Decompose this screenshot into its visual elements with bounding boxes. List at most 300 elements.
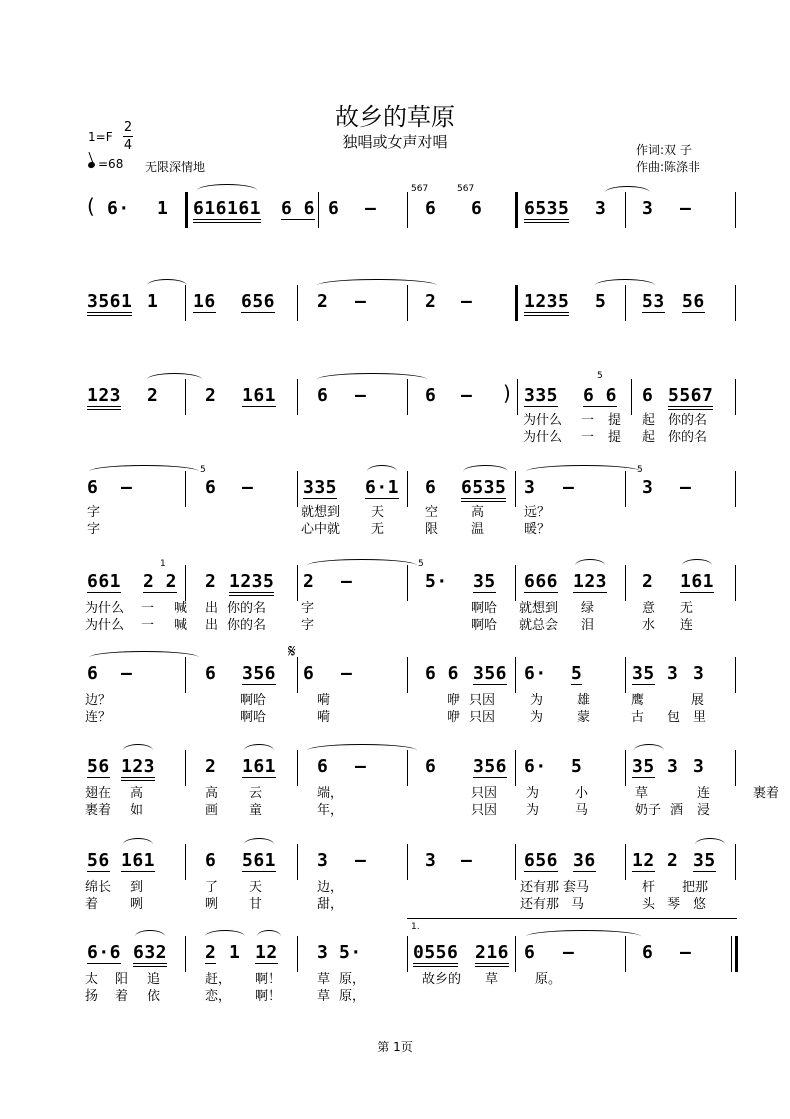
quarter-note-icon: [87, 161, 96, 169]
note: 6: [87, 663, 99, 684]
volta-bracket: [407, 918, 737, 919]
barline: [407, 192, 408, 228]
note: 356: [473, 756, 508, 777]
tie: [317, 373, 427, 386]
note: 616161: [193, 198, 261, 223]
time-bottom: 4: [123, 138, 133, 153]
lyric: 头: [642, 897, 656, 912]
barline: [318, 192, 319, 228]
lyric: 绿: [581, 601, 595, 616]
note: 12: [632, 850, 655, 871]
note: 6 6: [281, 198, 316, 219]
lyric: 啊哈: [471, 601, 498, 616]
barline: [297, 379, 298, 415]
note: 1: [147, 291, 159, 312]
note: 6: [642, 942, 654, 963]
lyric: 嗬: [317, 693, 331, 708]
tie: [526, 465, 641, 478]
lyric: 浸: [697, 803, 711, 818]
lyric: 如: [130, 803, 144, 818]
lyric: 高: [471, 505, 485, 520]
grace-note: 1: [160, 559, 166, 569]
repeat-barline: [735, 936, 738, 972]
lyric: 就想到: [519, 601, 559, 616]
lyric: 画: [205, 803, 219, 818]
lyric: 蒙: [577, 710, 591, 725]
note: 3: [667, 756, 679, 777]
note: 6: [524, 942, 536, 963]
barline: [297, 844, 298, 880]
lyric: 暖？: [524, 522, 551, 537]
note: 35: [473, 571, 496, 592]
note: —: [680, 198, 692, 219]
lyric: 里: [693, 710, 707, 725]
grace-notes: 567: [457, 184, 475, 194]
lyric: 为什么: [85, 618, 125, 633]
barline: [185, 844, 186, 880]
note: 1235: [229, 571, 274, 596]
lyric: 马: [571, 897, 585, 912]
time-bar: [123, 136, 133, 137]
lyric: 只因: [469, 693, 496, 708]
note: 53: [642, 291, 665, 312]
lyric: 套马: [563, 880, 590, 895]
note: 0556: [413, 942, 458, 967]
lyric: 草: [635, 786, 649, 801]
lyric: 字: [87, 505, 101, 520]
note: 2 2: [143, 571, 178, 592]
lyric: 起: [642, 430, 656, 445]
note: 335: [524, 385, 559, 406]
lyric: 只因: [471, 786, 498, 801]
barline: [515, 750, 516, 786]
lyric: 为什么: [85, 601, 125, 616]
lyric: 一: [141, 618, 155, 633]
lyric: 啊！: [255, 989, 282, 1004]
lyric: 为什么: [523, 413, 563, 428]
lyric: 出: [205, 618, 219, 633]
note: 6: [205, 477, 217, 498]
lyric: 甜，: [317, 897, 344, 912]
note: 3: [693, 663, 705, 684]
lyric: 你的名: [668, 413, 708, 428]
lyric: 天: [371, 505, 385, 520]
barline: [185, 657, 186, 693]
lyric: 阳: [115, 972, 129, 987]
barline: [185, 192, 188, 228]
lyric: 连: [697, 786, 711, 801]
note: 5567: [668, 385, 713, 410]
note: 632: [133, 942, 167, 967]
lyric: 为: [530, 710, 544, 725]
lyric: 提: [608, 430, 622, 445]
note: 1: [229, 942, 241, 963]
barline: [185, 471, 186, 507]
note: 36: [573, 850, 596, 871]
tempo-value: =68: [98, 157, 124, 171]
note: —: [461, 850, 473, 871]
lyric: 年，: [317, 803, 344, 818]
barline: [515, 844, 516, 880]
note: 161: [242, 756, 277, 777]
barline: [515, 471, 516, 507]
lyric: 你的名: [227, 601, 267, 616]
note: 3: [642, 198, 654, 219]
note: 56: [87, 850, 110, 871]
note: 2: [147, 385, 159, 406]
barline: [735, 192, 736, 228]
lyric: 你的名: [227, 618, 267, 633]
note: 5: [571, 663, 583, 684]
note: —: [355, 756, 367, 777]
time-signature: [123, 120, 133, 153]
lyric: 雄: [577, 693, 591, 708]
note: 161: [121, 850, 156, 871]
barline: [515, 657, 516, 693]
note: —: [341, 663, 353, 684]
note: 6: [317, 385, 329, 406]
lyric: 为: [530, 693, 544, 708]
lyric: 你的名: [668, 430, 708, 445]
lyric: 为什么: [523, 430, 563, 445]
note: 3561: [87, 291, 132, 316]
note: 6: [303, 663, 315, 684]
note: 1235: [524, 291, 569, 316]
barline: [407, 657, 408, 693]
lyric: 到: [130, 880, 144, 895]
lyric: 古: [631, 710, 645, 725]
note: 161: [680, 571, 715, 592]
note: 123: [121, 756, 155, 781]
note: 3: [667, 663, 679, 684]
tie: [89, 651, 199, 664]
page-number: 第 1页: [377, 1040, 413, 1054]
note: 356: [473, 663, 508, 684]
lyric: 泪: [581, 618, 595, 633]
lyric: 小: [575, 786, 589, 801]
barline: [407, 844, 408, 880]
note: 161: [242, 385, 277, 406]
barline: [185, 565, 186, 601]
note: 6: [425, 198, 437, 219]
note: 6: [328, 198, 340, 219]
barline: [625, 657, 626, 693]
note: —: [680, 477, 692, 498]
note: —: [365, 198, 377, 219]
note: 12: [255, 942, 278, 963]
lyric: 着: [115, 989, 129, 1004]
barline: [297, 750, 298, 786]
lyric: 甘: [249, 897, 263, 912]
barline: [407, 379, 408, 415]
note: 2: [642, 571, 654, 592]
lyric: 赶，: [205, 972, 232, 987]
note: 16: [193, 291, 216, 312]
note: 2: [205, 942, 217, 963]
barline: [731, 936, 732, 972]
tie: [89, 465, 199, 478]
barline: [625, 844, 626, 880]
note: 6: [471, 198, 483, 219]
note: 6: [317, 756, 329, 777]
barline: [407, 565, 408, 601]
note: 6 6: [425, 663, 460, 684]
lyric: 意: [642, 601, 656, 616]
note: 6·1: [365, 477, 400, 498]
open-paren: (: [87, 194, 95, 218]
note: 356: [242, 663, 277, 684]
barline: [735, 285, 736, 321]
lyric: 翅在: [85, 786, 112, 801]
note: 2: [205, 571, 217, 592]
note: 35: [693, 850, 716, 871]
lyric: 一: [141, 601, 155, 616]
barline: [297, 565, 298, 601]
note: 666: [524, 571, 559, 592]
lyric: 端，: [317, 786, 344, 801]
volta-number: 1.: [411, 922, 420, 932]
barline: [735, 657, 736, 693]
note: 6·: [524, 756, 547, 777]
note: —: [355, 291, 367, 312]
note: 6: [642, 385, 654, 406]
lyric: 包: [667, 710, 681, 725]
lyric: 咧: [130, 897, 144, 912]
tie: [526, 930, 641, 943]
note: 5·: [425, 571, 448, 592]
lyric: 喊: [174, 601, 188, 616]
note: 35: [632, 663, 655, 684]
note: 123: [87, 385, 121, 410]
lyric: 只因: [471, 803, 498, 818]
note: 6: [87, 477, 99, 498]
barline: [625, 750, 626, 786]
note: 3: [524, 477, 536, 498]
note: —: [461, 385, 473, 406]
barline: [735, 379, 736, 415]
lyric: 啊哈: [240, 710, 267, 725]
note: —: [355, 385, 367, 406]
lyric: 咧: [205, 897, 219, 912]
barline: [625, 936, 626, 972]
lyric: 远？: [524, 505, 551, 520]
lyric: 心中就: [301, 522, 341, 537]
lyric: 高: [205, 786, 219, 801]
lyric: 琴: [667, 897, 681, 912]
note: 6: [425, 477, 437, 498]
lyric: 啊！: [255, 972, 282, 987]
grace-notes: 567: [411, 184, 429, 194]
note: 1: [157, 198, 169, 219]
tie: [307, 559, 417, 572]
song-subtitle: 独唱或女声对唱: [342, 133, 448, 151]
barline: [625, 565, 626, 601]
barline: [631, 379, 632, 415]
grace-note: 5: [200, 465, 206, 475]
lyric: 咿: [447, 710, 461, 725]
lyric: 起: [642, 413, 656, 428]
lyric: 水: [642, 618, 656, 633]
lyric: 草: [317, 972, 331, 987]
note: 335: [303, 477, 338, 498]
note: 5: [571, 756, 583, 777]
lyric: 字: [87, 522, 101, 537]
lyric: 裹着: [85, 803, 112, 818]
lyric: 酒: [670, 803, 684, 818]
lyric: 还有那: [520, 880, 560, 895]
lyric: 马: [575, 803, 589, 818]
note: 6535: [461, 477, 506, 502]
expression-marking: 无限深情地: [145, 160, 206, 174]
lyric: 出: [205, 601, 219, 616]
lyric: 原，: [339, 972, 366, 987]
grace-note: 5: [637, 465, 643, 475]
lyric: 了: [205, 880, 219, 895]
barline: [185, 936, 186, 972]
lyric: 杆: [642, 880, 656, 895]
note: 656: [524, 850, 559, 871]
lyric: 太: [85, 972, 99, 987]
note: 3: [317, 942, 329, 963]
note: 2: [303, 571, 315, 592]
note: 3: [693, 756, 705, 777]
note: —: [563, 942, 575, 963]
lyric: 天: [249, 880, 263, 895]
composer-credit: 作曲:陈涤非: [636, 160, 701, 174]
note: —: [242, 477, 254, 498]
lyric: 云: [249, 786, 263, 801]
barline: [407, 285, 408, 321]
lyric: 着: [85, 897, 99, 912]
barline: [735, 750, 736, 786]
note: 5·: [339, 942, 362, 963]
lyric: 提: [608, 413, 622, 428]
note: 2: [317, 291, 329, 312]
lyricist-credit: 作词:双 子: [636, 143, 692, 157]
barline: [625, 285, 626, 321]
barline: [515, 285, 518, 321]
note: 6·6: [87, 942, 122, 963]
barline: [515, 936, 516, 972]
barline: [407, 936, 408, 972]
lyric: 就总会: [519, 618, 559, 633]
lyric: 一: [581, 413, 595, 428]
barline: [735, 844, 736, 880]
segno-icon: 𝄋: [288, 641, 296, 662]
barline: [517, 379, 518, 415]
lyric: 空: [425, 505, 439, 520]
note: 3: [317, 850, 329, 871]
time-top: 2: [123, 120, 133, 135]
lyric: 恋，: [205, 989, 232, 1004]
lyric: 原。: [535, 972, 562, 987]
lyric: 连？: [85, 710, 112, 725]
lyric: 无: [680, 601, 694, 616]
note: 3: [595, 198, 607, 219]
note: 6: [425, 385, 437, 406]
barline: [297, 471, 298, 507]
lyric: 为: [526, 803, 540, 818]
note: 561: [242, 850, 277, 871]
note: 2: [205, 385, 217, 406]
barline: [515, 192, 518, 228]
lyric: 边，: [317, 880, 344, 895]
lyric: 原，: [339, 989, 366, 1004]
barline: [185, 750, 186, 786]
close-paren: ): [503, 381, 511, 405]
lyric: 依: [147, 989, 161, 1004]
note: 2: [425, 291, 437, 312]
note: —: [341, 571, 353, 592]
lyric: 为: [526, 786, 540, 801]
lyric: 啊哈: [471, 618, 498, 633]
note: —: [563, 477, 575, 498]
lyric: 奶子: [635, 803, 662, 818]
lyric: 追: [147, 972, 161, 987]
lyric: 啊哈: [240, 693, 267, 708]
barline: [185, 285, 186, 321]
lyric: 草: [485, 972, 499, 987]
note: 6·: [524, 663, 547, 684]
lyric: 字: [301, 601, 315, 616]
slur: [197, 184, 257, 197]
lyric: 裹着: [753, 786, 780, 801]
lyric: 只因: [469, 710, 496, 725]
note: —: [121, 663, 133, 684]
grace-note: 5: [597, 371, 603, 381]
lyric: 还有那: [520, 897, 560, 912]
note: 56: [87, 756, 110, 777]
barline: [297, 657, 298, 693]
barline: [297, 936, 298, 972]
lyric: 就想到: [301, 505, 341, 520]
note: 6535: [524, 198, 569, 223]
barline: [297, 285, 298, 321]
lyric: 连: [680, 618, 694, 633]
note: 56: [682, 291, 705, 312]
lyric: 字: [301, 618, 315, 633]
note: 3: [642, 477, 654, 498]
note: 2: [205, 756, 217, 777]
barline: [515, 565, 516, 601]
lyric: 故乡的: [422, 972, 462, 987]
tie: [317, 279, 437, 292]
lyric: 绵长: [85, 880, 112, 895]
note: —: [680, 942, 692, 963]
lyric: 悠: [693, 897, 707, 912]
lyric: 嗬: [317, 710, 331, 725]
note: 6: [205, 663, 217, 684]
lyric: 边？: [85, 693, 112, 708]
lyric: 草: [317, 989, 331, 1004]
note: 123: [573, 571, 608, 592]
lyric: 喊: [174, 618, 188, 633]
note: 6: [425, 756, 437, 777]
barline: [185, 379, 186, 415]
grace-note: 5: [418, 559, 424, 569]
note: —: [355, 850, 367, 871]
lyric: 鹰: [631, 693, 645, 708]
lyric: 限: [425, 522, 439, 537]
note: 35: [632, 756, 655, 777]
note: 5: [595, 291, 607, 312]
lyric: 展: [691, 693, 705, 708]
note: —: [121, 477, 133, 498]
note: 6 6: [583, 385, 618, 406]
barline: [407, 471, 408, 507]
tempo-marking: [88, 157, 123, 171]
lyric: 咿: [447, 693, 461, 708]
